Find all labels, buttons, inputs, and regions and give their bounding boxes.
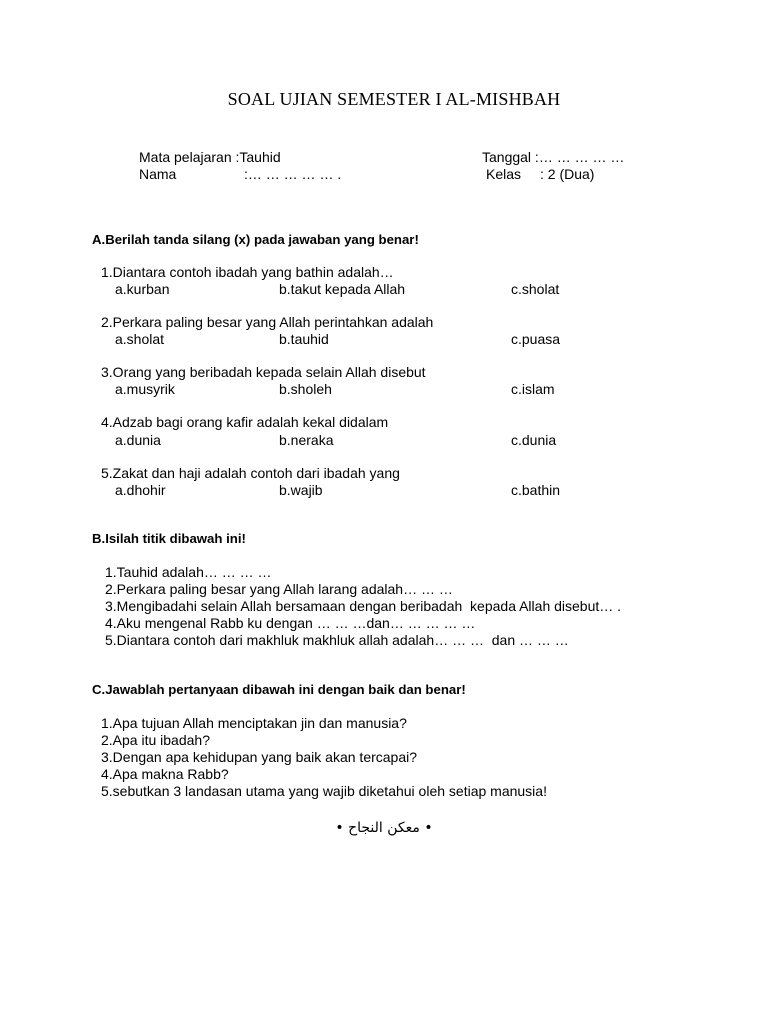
option-b: b.takut kepada Allah (279, 281, 406, 297)
option-c: c.dunia (511, 432, 557, 448)
option-a: a.musyrik (115, 381, 175, 397)
fill-in-item: 5.Diantara contoh dari makhluk makhluk allah adalah… … … dan … … … (105, 632, 569, 648)
question-text: 4.Adzab bagi orang kafir adalah kekal didalam (101, 414, 389, 430)
essay-question: 4.Apa makna Rabb? (101, 766, 229, 782)
option-c: c.bathin (511, 482, 561, 498)
option-a: a.kurban (115, 281, 170, 297)
name-label: Nama (139, 166, 177, 182)
question-text: 5.Zakat dan haji adalah contoh dari ibadah yang (101, 465, 400, 481)
option-b: b.tauhid (279, 331, 329, 347)
option-a: a.dunia (115, 432, 161, 448)
name-value: :… … … … … . (244, 166, 342, 182)
essay-question: 2.Apa itu ibadah? (101, 732, 210, 748)
document-title: SOAL UJIAN SEMESTER I AL-MISHBAH (227, 89, 561, 109)
section-b-title: B.Isilah titik dibawah ini! (92, 531, 246, 546)
essay-question: 1.Apa tujuan Allah menciptakan jin dan manusia? (101, 715, 407, 731)
section-a-title: A.Berilah tanda silang (x) pada jawaban yang benar! (92, 232, 419, 247)
closing-phrase: • معكن النجاح • (335, 820, 433, 836)
question-text: 1.Diantara contoh ibadah yang bathin adalah… (101, 264, 394, 280)
fill-in-item: 4.Aku mengenal Rabb ku dengan … … …dan… … … … … (105, 615, 476, 631)
question-text: 3.Orang yang beribadah kepada selain Allah disebut (101, 364, 426, 380)
option-a: a.sholat (115, 331, 165, 347)
essay-question: 5.sebutkan 3 landasan utama yang wajib diketahui oleh setiap manusia! (101, 783, 547, 799)
question-text: 2.Perkara paling besar yang Allah perintahkan adalah (101, 314, 434, 330)
essay-question: 3.Dengan apa kehidupan yang baik akan tercapai? (101, 749, 418, 765)
class-label: Kelas (486, 166, 522, 182)
class-value: : 2 (Dua) (540, 166, 595, 182)
section-c-title: C.Jawablah pertanyaan dibawah ini dengan baik dan benar! (92, 682, 466, 697)
option-b: b.wajib (279, 482, 323, 498)
subject-label: Mata pelajaran :Tauhid (139, 149, 281, 165)
option-c: c.puasa (511, 331, 561, 347)
option-b: b.sholeh (279, 381, 332, 397)
option-c: c.islam (511, 381, 555, 397)
fill-in-item: 2.Perkara paling besar yang Allah larang adalah… … … (105, 581, 453, 597)
date-label: Tanggal :… … … … … (482, 149, 625, 165)
option-b: b.neraka (279, 432, 334, 448)
option-a: a.dhohir (115, 482, 166, 498)
option-c: c.sholat (511, 281, 560, 297)
fill-in-item: 1.Tauhid adalah… … … … (105, 564, 272, 580)
fill-in-item: 3.Mengibadahi selain Allah bersamaan dengan beribadah kepada Allah disebut… . (105, 598, 622, 614)
